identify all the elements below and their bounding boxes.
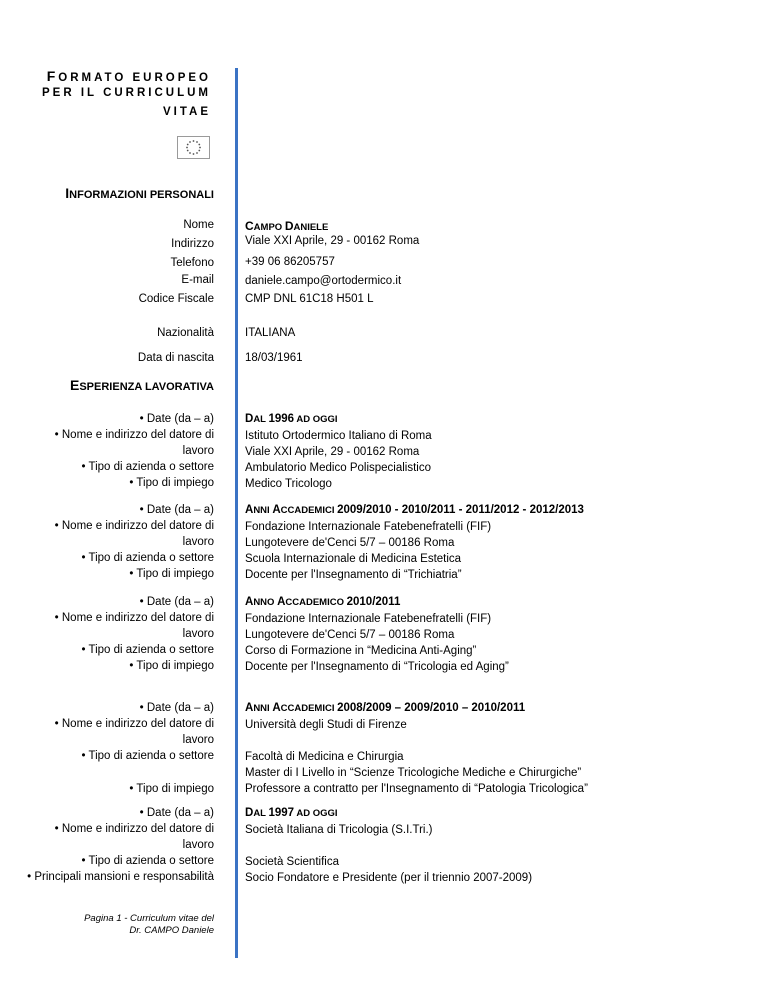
exp1-labels <box>0 411 214 491</box>
exp5-period: DAL 1997 AD OGGI <box>245 807 338 819</box>
exp5-line2: Società Scientifica <box>245 856 339 868</box>
address-value: Viale XXI Aprile, 29 - 00162 Roma <box>245 235 420 247</box>
exp2-labels <box>0 502 214 582</box>
exp1-period: DAL 1996 AD OGGI <box>245 413 338 425</box>
section-work-experience: ESPERIENZA LAVORATIVA <box>70 377 214 393</box>
employer-label: • Nome e indirizzo del datore di <box>54 823 214 835</box>
exp5-line1: Società Italiana di Tricologia (S.I.Tri.) <box>245 824 433 836</box>
name-label: Nome <box>183 219 214 231</box>
date-label: • Date (da – a) <box>139 504 214 516</box>
name-value: CAMPO DANIELE <box>245 219 329 233</box>
email-value: daniele.campo@ortodermico.it <box>245 275 402 287</box>
birth-value: 18/03/1961 <box>245 352 303 364</box>
exp3-line2: Lungotevere de'Cenci 5/7 – 00186 Roma <box>245 629 455 641</box>
exp2-line3: Scuola Internazionale di Medicina Estetica <box>245 553 462 565</box>
exp2-values <box>245 502 760 583</box>
exp3-line3: Corso di Formazione in “Medicina Anti-Aging” <box>245 645 477 657</box>
cf-value: CMP DNL 61C18 H501 L <box>245 293 374 305</box>
company-type-label: • Tipo di azienda o settore <box>81 552 214 564</box>
exp5-values <box>245 805 760 886</box>
exp4-period: ANNI ACCADEMICI 2008/2009 – 2009/2010 – 2010/2011 <box>245 702 526 714</box>
employer-label: • Nome e indirizzo del datore di <box>54 718 214 730</box>
job-type-label: • Tipo di impiego <box>129 660 214 672</box>
birth-label: Data di nascita <box>137 352 214 364</box>
vertical-divider <box>235 68 238 958</box>
date-label: • Date (da – a) <box>139 413 214 425</box>
exp3-values <box>245 594 760 675</box>
cf-label: Codice Fiscale <box>138 293 214 305</box>
exp5-line3: Socio Fondatore e Presidente (per il triennio 2007-2009) <box>245 872 533 884</box>
exp1-values <box>245 411 760 492</box>
nationality-value: ITALIANA <box>245 327 296 339</box>
company-type-label: • Tipo di azienda o settore <box>81 644 214 656</box>
job-type-label: • Tipo di impiego <box>129 783 214 795</box>
employer-label-cont: lavoro <box>182 536 214 548</box>
address-label: Indirizzo <box>171 238 214 250</box>
page-number: 1 <box>116 913 122 924</box>
page-footer <box>34 913 214 937</box>
employer-label: • Nome e indirizzo del datore di <box>54 520 214 532</box>
exp1-line4: Medico Tricologo <box>245 478 332 490</box>
cv-title-line1: FORMATO EUROPEO <box>46 68 211 84</box>
footer-line1: Pagina 1 - Curriculum vitae del <box>84 913 214 924</box>
employer-label: • Nome e indirizzo del datore di <box>54 429 214 441</box>
cv-title-line3: VITAE <box>162 106 211 118</box>
phone-value: +39 06 86205757 <box>245 256 335 268</box>
eu-flag-icon <box>177 136 210 159</box>
employer-label: • Nome e indirizzo del datore di <box>54 612 214 624</box>
exp2-line1: Fondazione Internazionale Fatebenefratelli (FIF) <box>245 521 492 533</box>
exp2-period: ANNI ACCADEMICI 2009/2010 - 2010/2011 - 2011/2012 - 2012/2013 <box>245 504 584 516</box>
date-label: • Date (da – a) <box>139 702 214 714</box>
exp3-period: ANNO ACCADEMICO 2010/2011 <box>245 596 401 608</box>
exp4-line1: Università degli Studi di Firenze <box>245 719 407 731</box>
exp5-labels <box>0 805 214 885</box>
date-label: • Date (da – a) <box>139 807 214 819</box>
exp4-labels <box>0 700 214 797</box>
duties-label: • Principali mansioni e responsabilità <box>27 871 214 883</box>
exp3-line4: Docente per l'Insegnamento di “Tricologia ed Aging” <box>245 661 509 673</box>
exp3-line1: Fondazione Internazionale Fatebenefratelli (FIF) <box>245 613 492 625</box>
job-type-label: • Tipo di impiego <box>129 568 214 580</box>
exp4-line4: Professore a contratto per l'Insegnamento di “Patologia Tricologica” <box>245 783 588 795</box>
footer-line2: Dr. CAMPO Daniele <box>129 925 214 936</box>
exp2-line2: Lungotevere de'Cenci 5/7 – 00186 Roma <box>245 537 455 549</box>
job-type-label: • Tipo di impiego <box>129 477 214 489</box>
exp4-line2: Facoltà di Medicina e Chirurgia <box>245 751 404 763</box>
section-personal-info: INFORMAZIONI PERSONALI <box>65 185 214 201</box>
employer-label-cont: lavoro <box>182 734 214 746</box>
employer-label-cont: lavoro <box>182 628 214 640</box>
email-label: E-mail <box>181 274 214 286</box>
exp1-line3: Ambulatorio Medico Polispecialistico <box>245 462 431 474</box>
employer-label-cont: lavoro <box>182 839 214 851</box>
date-label: • Date (da – a) <box>139 596 214 608</box>
exp4-line3: Master di I Livello in “Scienze Tricologiche Mediche e Chirurgiche” <box>245 767 582 779</box>
cv-title-line2: PER IL CURRICULUM <box>42 87 211 99</box>
company-type-label: • Tipo di azienda o settore <box>81 855 214 867</box>
exp4-values <box>245 700 760 797</box>
exp3-labels <box>0 594 214 674</box>
company-type-label: • Tipo di azienda o settore <box>81 750 214 762</box>
phone-label: Telefono <box>170 257 214 269</box>
employer-label-cont: lavoro <box>182 445 214 457</box>
exp1-line2: Viale XXI Aprile, 29 - 00162 Roma <box>245 446 420 458</box>
exp2-line4: Docente per l'Insegnamento di “Trichiatria” <box>245 569 462 581</box>
nationality-label: Nazionalità <box>157 327 214 339</box>
company-type-label: • Tipo di azienda o settore <box>81 461 214 473</box>
exp1-line1: Istituto Ortodermico Italiano di Roma <box>245 430 432 442</box>
